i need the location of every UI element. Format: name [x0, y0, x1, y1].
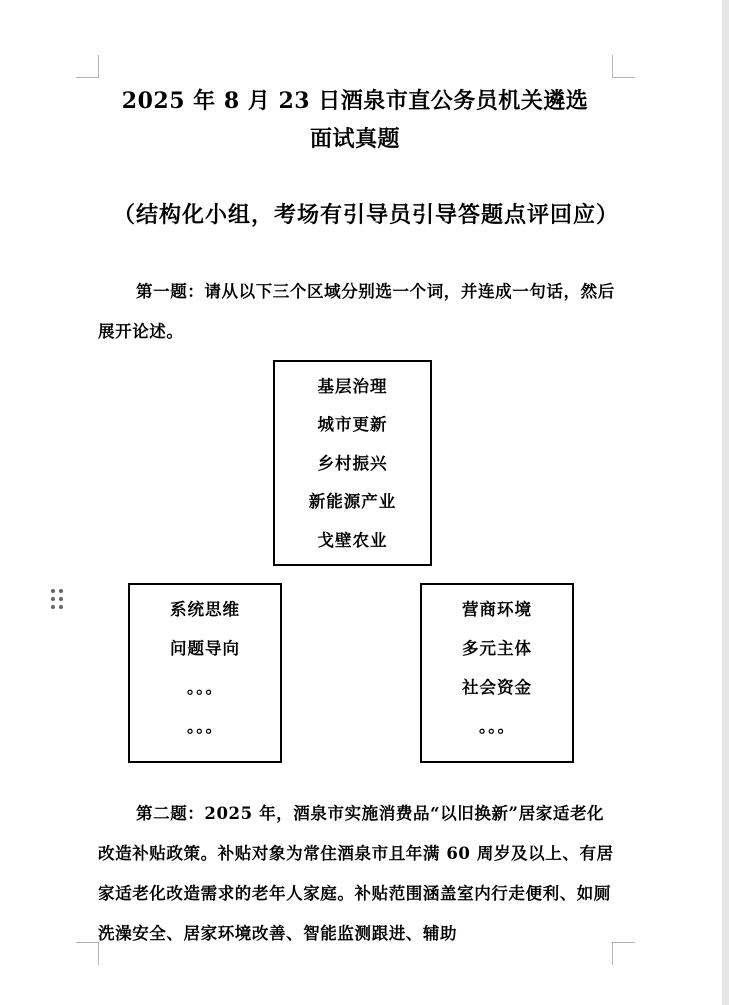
- document-subtitle: （结构化小组，考场有引导员引导答题点评回应）: [112, 202, 619, 228]
- word-box-right: [420, 583, 574, 763]
- word-box-item: 戈壁农业: [317, 530, 388, 550]
- document-title-line2: 面试真题: [309, 126, 400, 152]
- word-box-item: 社会资金: [462, 678, 532, 697]
- word-box-item: 。。。: [187, 717, 223, 736]
- word-box-item: 多元主体: [462, 639, 532, 658]
- vertical-scrollbar[interactable]: [722, 0, 729, 1005]
- document-title-line1: 2025 年 8 月 23 日酒泉市直公务员机关遴选: [121, 88, 589, 114]
- question-1-text: 第一题：请从以下三个区域分别选一个词，并连成一句话，然后展开论述。: [98, 282, 615, 341]
- word-box-item: 新能源产业: [308, 492, 397, 512]
- word-box-item: 问题导向: [170, 639, 240, 658]
- word-box-item: 城市更新: [317, 415, 388, 435]
- word-box-item: 系统思维: [170, 600, 240, 619]
- word-box-item: 营商环境: [462, 600, 532, 619]
- word-box-item: 基层治理: [317, 377, 388, 396]
- drag-handle-icon[interactable]: [49, 588, 65, 612]
- page-margin-mark-bottom-left: [76, 942, 99, 965]
- word-box-top: [273, 360, 432, 566]
- page-margin-mark-top-left: [76, 55, 99, 78]
- word-box-item: 。。。: [479, 717, 515, 736]
- word-box-left: [128, 583, 282, 763]
- word-box-item: 乡村振兴: [317, 453, 388, 473]
- page-margin-mark-top-right: [612, 55, 635, 78]
- word-box-item: 。。。: [187, 678, 223, 697]
- question-2-text: 第二题：2025 年，酒泉市实施消费品“以旧换新”居家适老化改造补贴政策。补贴对象为常住酒泉市且年满 60 周岁及以上、有居家适老化改造需求的老年人家庭。补贴范围涵盖室内行走便利、如厕洗澡安全、居家环境改善、智能监测跟进、辅助: [98, 804, 614, 943]
